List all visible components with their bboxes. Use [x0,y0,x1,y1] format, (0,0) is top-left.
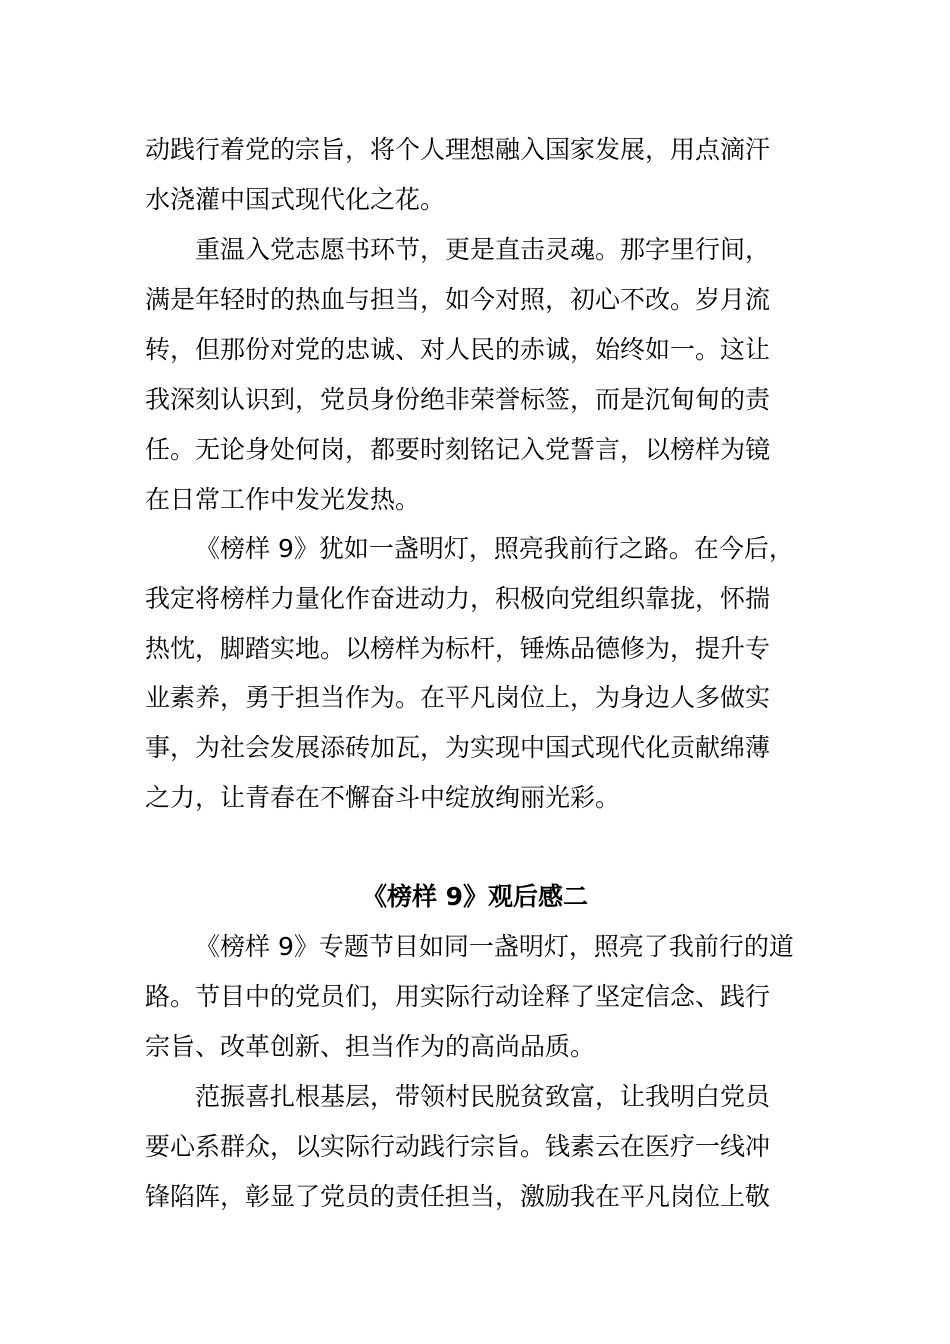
text-line: 事，为社会发展添砖加瓦，为实现中国式现代化贡献绵薄 [145,733,771,762]
text-line: 我深刻认识到，党员身份绝非荣誉标签，而是沉甸甸的责 [145,385,771,414]
text-line: 在日常工作中发光发热。 [145,485,421,514]
text-line: 路。节目中的党员们，用实际行动诠释了坚定信念、践行 [145,982,771,1011]
text-line: 满是年轻时的热血与担当，如今对照，初心不改。岁月流 [145,285,771,314]
section-title: 《榜样 9》观后感二 [361,882,589,911]
text-line: 宗旨、改革创新、担当作为的高尚品质。 [145,1032,596,1061]
text-line: 锋陷阵，彰显了党员的责任担当，激励我在平凡岗位上敬 [145,1182,771,1211]
text-line: 我定将榜样力量化作奋进动力，积极向党组织靠拢，怀揣 [145,584,771,613]
text-line: 任。无论身处何岗，都要时刻铭记入党誓言，以榜样为镜 [145,435,771,464]
text-line: 要心系群众，以实际行动践行宗旨。钱素云在医疗一线冲 [145,1132,771,1161]
paragraph-first-line: 范振喜扎根基层，带领村民脱贫致富，让我明白党员 [195,1082,771,1111]
text-line: 水浇灌中国式现代化之花。 [145,185,446,214]
text-line: 动践行着党的宗旨，将个人理想融入国家发展，用点滴汗 [145,135,771,164]
text-line: 热忱，脚踏实地。以榜样为标杆，锤炼品德修为，提升专 [145,634,771,663]
text-line: 业素养，勇于担当作为。在平凡岗位上，为身边人多做实 [145,683,771,712]
paragraph-first-line: 《榜样 9》犹如一盏明灯，照亮我前行之路。在今后， [195,534,794,563]
paragraph-first-line: 重温入党志愿书环节，更是直击灵魂。那字里行间， [195,235,771,264]
paragraph-first-line: 《榜样 9》专题节目如同一盏明灯，照亮了我前行的道 [195,932,794,961]
text-line: 之力，让青春在不懈奋斗中绽放绚丽光彩。 [145,783,621,812]
text-line: 转，但那份对党的忠诚、对人民的赤诚，始终如一。这让 [145,335,771,364]
